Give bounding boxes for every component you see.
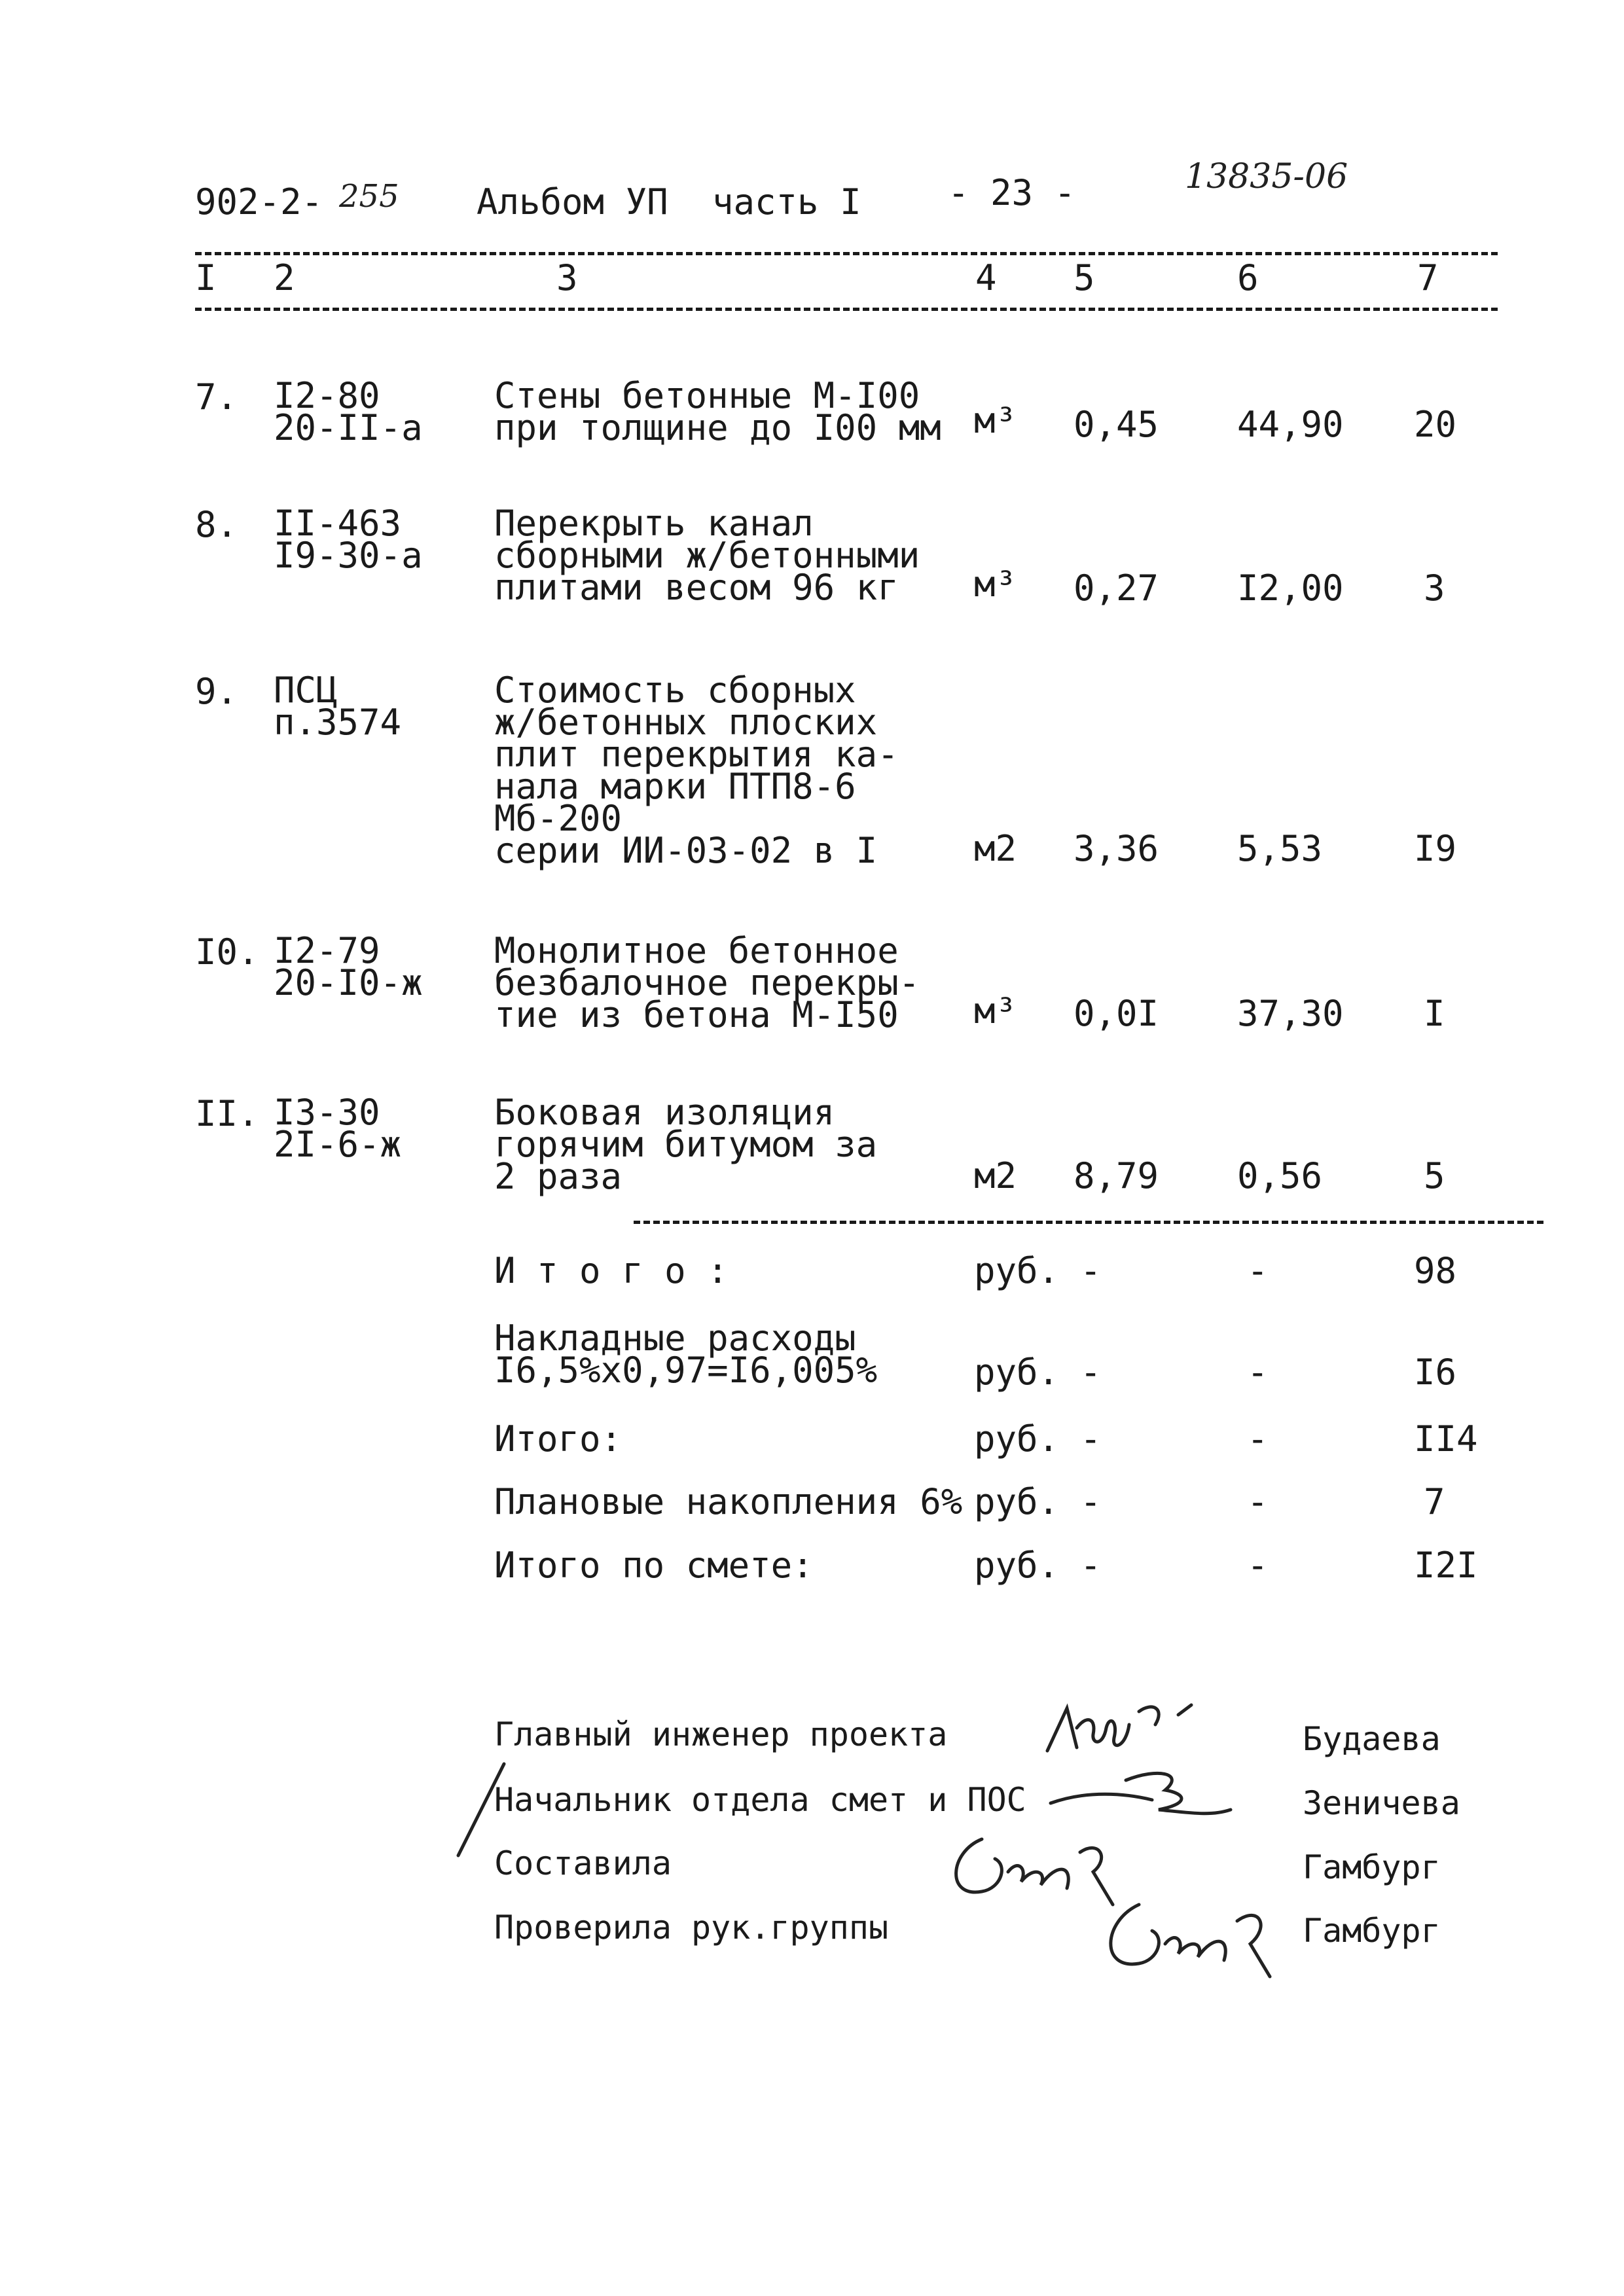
row-total: 3 [1424,567,1445,609]
page-number: - 23 - [948,172,1076,213]
row-quantity: 0,45 [1074,404,1159,445]
row-unit: м³ [974,990,1017,1031]
row-unit: м2 [974,1155,1017,1196]
totals-quantity: - [1080,1481,1102,1522]
row-price: 0,56 [1237,1155,1323,1196]
row-number: II. [195,1093,259,1134]
signature-mark-department-head [1047,1764,1244,1829]
signature-role: Начальник отдела смет и ПОС [494,1781,1026,1819]
column-header-3: 3 [556,257,578,298]
row-total: I9 [1414,828,1457,869]
totals-quantity: - [1080,1418,1102,1460]
totals-label: Итого по смете: [494,1545,814,1586]
row-price: 37,30 [1237,993,1344,1034]
totals-price: - [1247,1481,1269,1522]
archive-number: 13835-06 [1185,157,1348,196]
row-quantity: 0,27 [1074,567,1159,609]
row-unit: м³ [974,564,1017,605]
row-description: Боковая изоляция горячим битумом за 2 раза [494,1092,878,1197]
totals-quantity: - [1080,1545,1102,1586]
row-description: Монолитное бетонное безбалочное перекры- тие из бетона М-I50 [494,930,920,1035]
signature-name: Гамбург [1303,1848,1441,1886]
totals-label: И т о г о : [494,1250,729,1291]
row-number: I0. [195,931,259,973]
row-number: 7. [195,376,238,418]
row-quantity: 0,0I [1074,993,1159,1034]
row-code: I2-79 20-I0-ж [274,930,423,1003]
column-header-5: 5 [1074,257,1095,298]
totals-unit: руб. [974,1250,1060,1291]
signature-mark-group-lead [1093,1892,1290,1983]
album-label: Альбом УП [477,181,668,223]
signature-role: Составила [494,1844,672,1882]
column-header-6: 6 [1237,257,1259,298]
row-code: I2-80 20-II-а [274,375,423,448]
row-total: I [1424,993,1445,1034]
signature-name: Будаева [1303,1720,1441,1758]
totals-total: I2I [1414,1545,1478,1586]
totals-total: 98 [1414,1250,1457,1291]
signature-name: Гамбург [1303,1912,1441,1950]
row-unit: м2 [974,828,1017,869]
signature-role: Главный инженер проекта [494,1715,948,1753]
row-description: Стены бетонные М-I00 при толщине до I00 мм [494,375,941,448]
row-code: ПСЦ п.3574 [274,670,402,743]
totals-total: I6 [1414,1352,1457,1393]
totals-label: Накладные расходы I6,5%х0,97=I6,005% [494,1318,878,1391]
totals-price: - [1247,1250,1269,1291]
doc-code: 902-2- [195,181,323,223]
row-unit: м³ [974,400,1017,441]
totals-unit: руб. [974,1545,1060,1586]
signature-name: Зеничева [1303,1784,1460,1822]
totals-unit: руб. [974,1352,1060,1393]
column-header-1: I [195,257,217,298]
totals-price: - [1247,1418,1269,1460]
row-description: Стоимость сборных ж/бетонных плоских плит перекрытия ка- нала марки ПТП8-6 Мб-200 серии ИИ-03-02 в I [494,670,899,871]
totals-rule [634,1221,1543,1224]
doc-code-handwritten: 255 [339,178,399,215]
signature-mark-chief-engineer [1041,1689,1211,1761]
totals-quantity: - [1080,1250,1102,1291]
row-price: I2,00 [1237,567,1344,609]
totals-unit: руб. [974,1481,1060,1522]
row-code: II-463 I9-30-а [274,503,423,576]
column-header-7: 7 [1417,257,1439,298]
row-description: Перекрыть канал сборными ж/бетонными плитами весом 96 кг [494,503,920,608]
totals-label: Плановые накопления 6% [494,1481,963,1522]
totals-price: - [1247,1352,1269,1393]
totals-label: Итого: [494,1418,623,1460]
column-header-4: 4 [975,257,997,298]
totals-quantity: - [1080,1352,1102,1393]
row-code: I3-30 2I-6-ж [274,1092,402,1165]
row-total: 5 [1424,1155,1445,1196]
slash-mark [452,1761,511,1859]
row-price: 5,53 [1237,828,1323,869]
totals-total: II4 [1414,1418,1478,1460]
column-header-2: 2 [274,257,295,298]
part-label: часть I [712,181,861,223]
totals-price: - [1247,1545,1269,1586]
row-quantity: 3,36 [1074,828,1159,869]
row-price: 44,90 [1237,404,1344,445]
header-rule-top [195,252,1498,255]
header-rule-bottom [195,308,1498,311]
signature-role: Проверила рук.группы [494,1909,889,1946]
row-number: 9. [195,671,238,712]
row-number: 8. [195,504,238,545]
totals-unit: руб. [974,1418,1060,1460]
row-total: 20 [1414,404,1457,445]
totals-total: 7 [1424,1481,1445,1522]
row-quantity: 8,79 [1074,1155,1159,1196]
